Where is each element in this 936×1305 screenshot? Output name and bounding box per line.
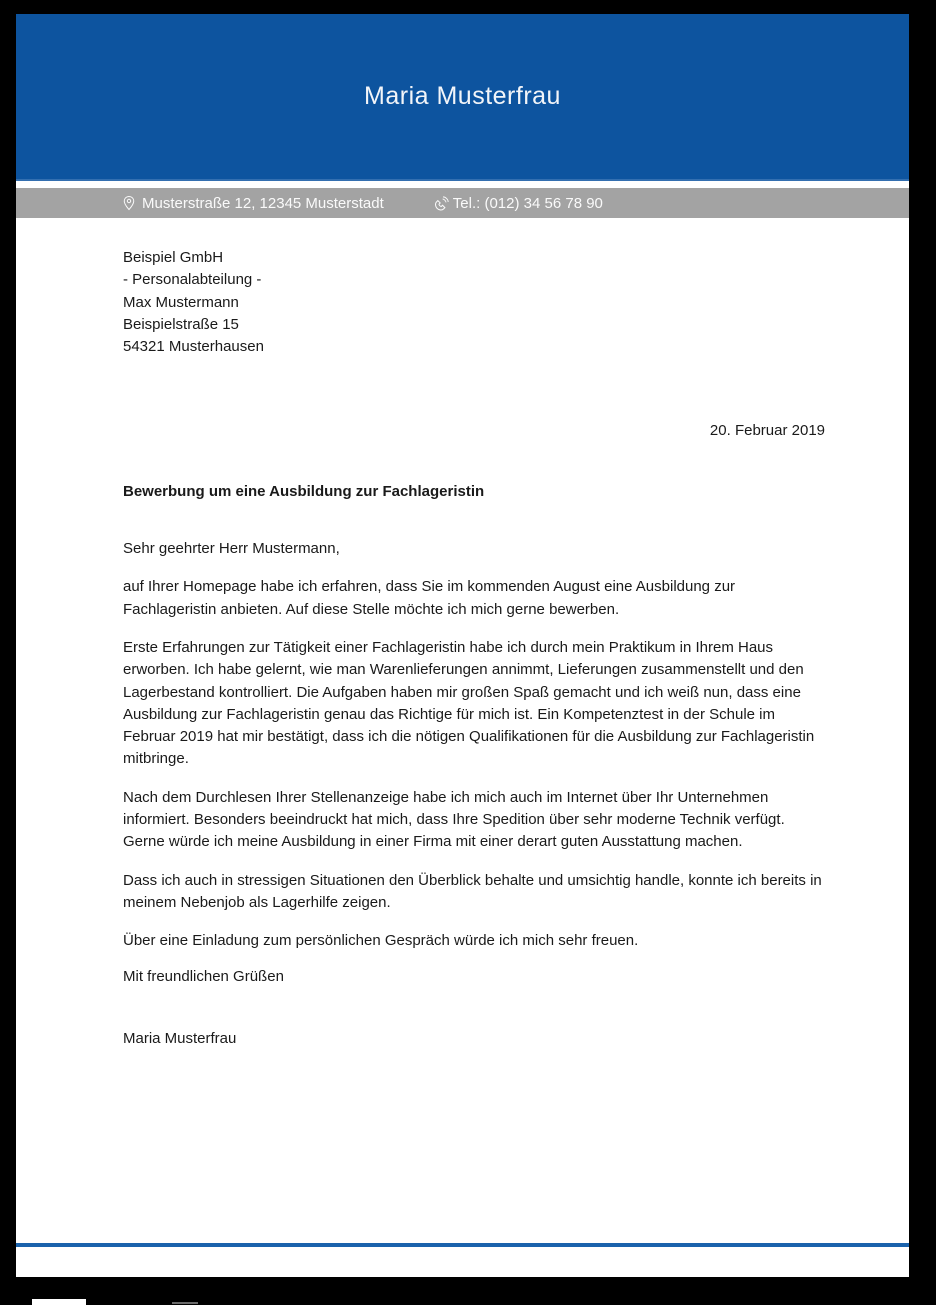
- address-item: [123, 195, 384, 212]
- paragraph-2: Erste Erfahrungen zur Tätigkeit einer Fachlageristin habe ich durch mein Praktikum in Ihrem Haus erworben. Ich habe gelernt, wie man Warenlieferungen annimmt, Lieferungen zusammenstellt und den Lagerbestand kontrolliert. Die Aufgaben haben mir großen Spaß gemacht und ich weiß nun, dass eine Ausbildung zur Fachlageristin genau das Richtige für mich ist. Ein Kompetenztest in der Schule im Februar 2019 hat mir bestätigt, dass ich die nötigen Qualifikationen für die Ausbildung zur Fachlageristin mitbringe.: [123, 638, 815, 768]
- address-text: Musterstraße 12, 12345 Musterstadt: [142, 194, 384, 212]
- next-page-content-fragment: [172, 1302, 198, 1304]
- letter-body: [123, 218, 825, 1050]
- contact-bar: [16, 188, 909, 218]
- recipient-line: Beispiel GmbH: [123, 249, 224, 266]
- letter-header: [16, 14, 909, 181]
- phone-item: [434, 195, 603, 212]
- letter-date: 20. Februar 2019: [709, 422, 825, 440]
- next-page-top-edge: [32, 1299, 86, 1305]
- letter-page: [16, 14, 909, 1277]
- phone-text: Tel.: (012) 34 56 78 90: [452, 194, 603, 212]
- location-pin-icon: [123, 195, 135, 211]
- recipient-line: 54321 Musterhausen: [123, 338, 264, 356]
- paragraph-1: auf Ihrer Homepage habe ich erfahren, dass Sie im kommenden August eine Ausbildung zur Fachlageristin anbieten. Auf diese Stelle möchte ich mich gerne bewerben.: [123, 578, 736, 618]
- recipient-address-block: [123, 247, 825, 358]
- paragraph-3: Nach dem Durchlesen Ihrer Stellenanzeige habe ich mich auch im Internet über Ihr Unternehmen informiert. Besonders beeindruckt hat mich, dass Ihre Spedition über sehr moderne Technik verfügt. Gerne würde ich meine Ausbildung in einer Firma mit einer derart guten Ausstattung machen.: [123, 788, 785, 851]
- signature: Maria Musterfrau: [123, 1029, 237, 1047]
- subject-line: Bewerbung um eine Ausbildung zur Fachlageristin: [123, 482, 485, 500]
- footer-accent-line: [16, 1243, 909, 1247]
- recipient-line: Max Mustermann: [123, 293, 239, 311]
- recipient-line: - Personalabteilung -: [123, 271, 262, 289]
- recipient-line: Beispielstraße 15: [123, 315, 239, 333]
- paragraph-5: Über eine Einladung zum persönlichen Gespräch würde ich mich sehr freuen.: [123, 932, 639, 950]
- paragraph-4: Dass ich auch in stressigen Situationen den Überblick behalte und umsichtig handle, konnte ich bereits in meinem Nebenjob als Lagerhilfe zeigen.: [123, 871, 822, 911]
- salutation: Sehr geehrter Herr Mustermann,: [123, 540, 340, 558]
- closing: Mit freundlichen Grüßen: [123, 967, 284, 985]
- sender-name: Maria Musterfrau: [364, 82, 561, 110]
- phone-icon: [434, 196, 449, 211]
